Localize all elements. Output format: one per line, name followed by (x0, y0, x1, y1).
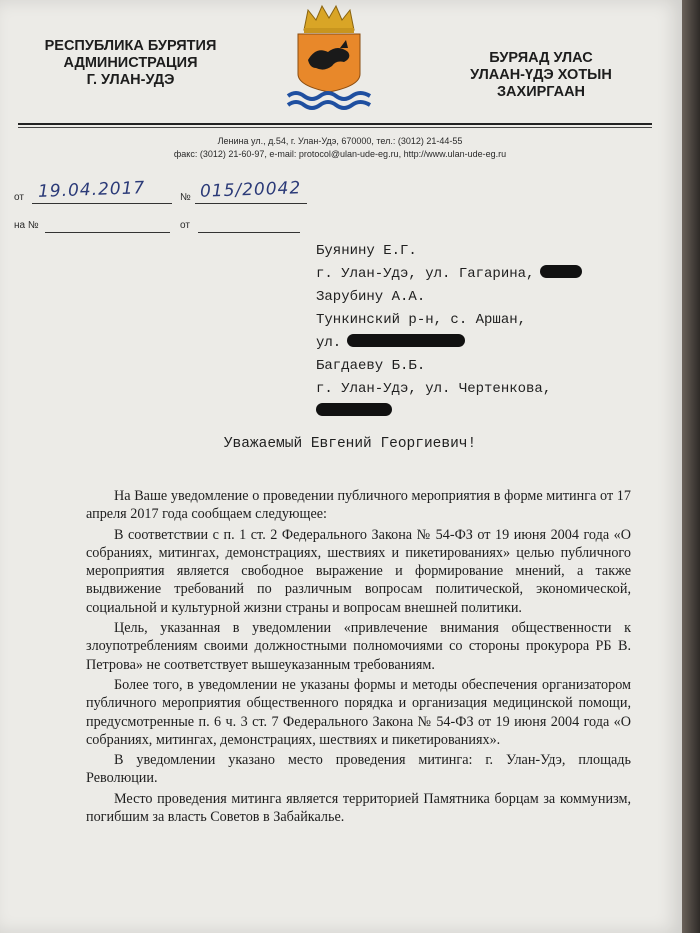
redaction-mark (316, 403, 392, 416)
body-paragraph: На Ваше уведомление о проведении публичного мероприятия в форме митинга от 17 апреля 2017 года сообщаем следующее: (86, 488, 631, 523)
addressee-line (316, 401, 646, 424)
addressee-line: ул. (316, 332, 646, 355)
header-right-buryat (430, 50, 652, 101)
header-right-line: БУРЯАД УЛАС (489, 50, 593, 66)
reference-date-label: от (180, 220, 190, 231)
number-label: № (180, 192, 191, 203)
body-paragraph: В уведомлении указано место проведения митинга: г. Улан-Удэ, площадь Революции. (86, 752, 631, 787)
header-left-line: Г. УЛАН-УДЭ (86, 72, 175, 88)
desk-background (682, 0, 700, 933)
header-divider (18, 123, 652, 125)
header-left-line: АДМИНИСТРАЦИЯ (63, 55, 198, 71)
reference-date-underline (198, 232, 300, 233)
from-label: от (14, 192, 24, 203)
body-paragraph: В соответствии с п. 1 ст. 2 Федерального Закона № 54-ФЗ от 19 июня 2004 года «О собраниях, митингах, демонстрациях, шествиях и пикетированиях» целью публичного мероприятия является свободное выражение и формирование мнений, а также выдвижение требований по различным вопросам политической, экономической, социальной и культурной жизни страны и вопросам внешней политики. (86, 526, 631, 616)
redaction-mark (540, 265, 582, 278)
header-left-russian (18, 38, 243, 89)
contact-fax-email: факс: (3012) 21-60-97, e-mail: protocol@ulan-ude-eg.ru, http://www.ulan-ude-eg.ru (173, 149, 507, 159)
body-paragraph: Более того, в уведомлении не указаны формы и методы обеспечения организатором публичного мероприятия общественного порядка и организация медицинской помощи, предусмотренные п. 6 ч. 3 ст. 7 Федерального Закона № 54-ФЗ от 19 июня 2004 года «О собраниях, митингах, демонстрациях, шествиях и пикетированиях». (86, 676, 631, 748)
header-right-line: ЗАХИРГААН (496, 84, 586, 100)
city-emblem-icon (282, 2, 376, 114)
addressee-line: Багдаеву Б.Б. (316, 358, 426, 374)
header-left-line: РЕСПУБЛИКА БУРЯТИЯ (44, 38, 217, 54)
addressee-line: Буянину Е.Г. (316, 243, 417, 259)
contact-address: Ленина ул., д.54, г. Улан-Удэ, 670000, тел.: (3012) 21-44-55 (217, 136, 463, 146)
redaction-mark (347, 334, 465, 347)
number-underline (195, 203, 307, 204)
addressee-block (316, 240, 646, 424)
header-divider-thin (18, 127, 652, 128)
reference-number-label: на № (14, 220, 39, 231)
body-paragraph: Место проведения митинга является территорией Памятника борцам за коммунизм, погибшим за власть Советов в Забайкалье. (86, 790, 631, 826)
body-paragraph: Цель, указанная в уведомлении «привлечение внимания общественности к злоупотреблениям своими должностными полномочиями со стороны прокурора РБ В. Петрова» не соответствует вышеуказанным требованиям. (86, 620, 631, 673)
reference-number-underline (45, 232, 170, 233)
addressee-line: г. Улан-Удэ, ул. Гагарина, (316, 263, 646, 286)
handwritten-date: 19.04.2017 (37, 178, 146, 202)
header-right-line: УЛААН-ҮДЭ ХОТЫН (470, 67, 612, 83)
addressee-line: Зарубину А.А. (316, 289, 426, 305)
greeting: Уважаемый Евгений Георгиевич! (223, 436, 477, 452)
addressee-line: Тункинский р-н, с. Аршан, (316, 312, 527, 328)
contact-info (80, 135, 600, 161)
letter-body (86, 487, 631, 828)
date-underline (32, 203, 172, 204)
addressee-line: г. Улан-Удэ, ул. Чертенкова, (316, 381, 552, 397)
handwritten-number: 015/20042 (199, 178, 302, 202)
